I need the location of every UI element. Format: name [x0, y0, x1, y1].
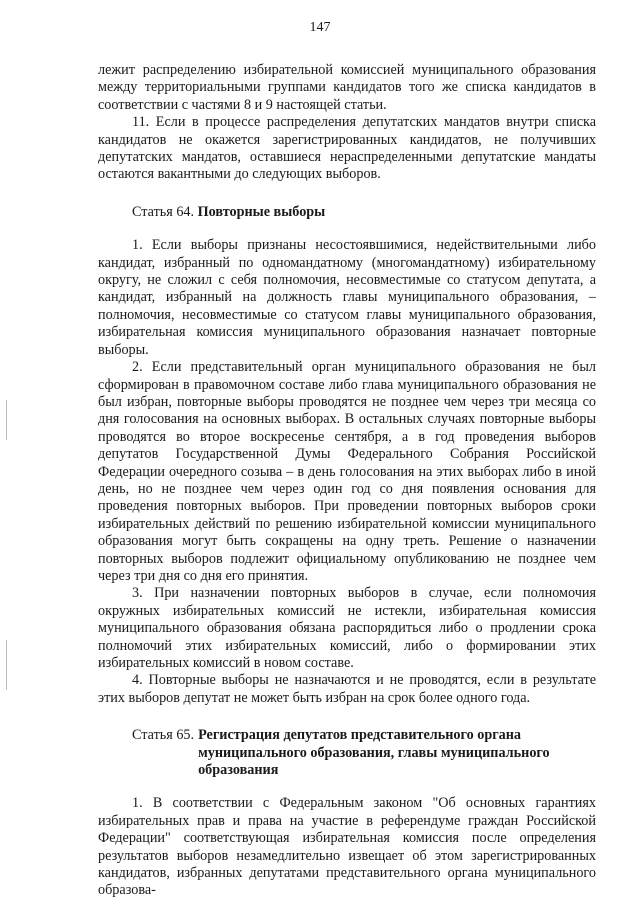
article-64-paragraph-1: 1. Если выборы признаны несостоявшимися, недействительными либо кандидат, избранный по одномандатному (многомандатному) избирательному округу, не сложил с себя полномочия, несовместимые со статусом депутата, а кандидат, избранный на должность главы муниципального образования, – полномочия, несовместимые со статусом главы муниципального образования, избирательная комиссия муниципального образования назначает повторные выборы. [98, 237, 596, 358]
article-64-title: Повторные выборы [197, 203, 326, 220]
paragraph-continuation: лежит распределению избирательной комиссией муниципального образования между территориальными группами кандидатов того же списка кандидатов в соответствии с частями 8 и 9 настоящей статьи. [98, 62, 596, 113]
article-64-paragraph-2: 2. Если представительный орган муниципального образования не был сформирован в правомочном составе либо глава муниципального образования не был избран, повторные выборы проводятся не позднее чем через три месяца со дня голосования на основных выборах. В остальных случаях повторные выборы проводятся во второе воскресенье сентября, а в год проведения выборов депутатов Государственной Думы Федерального Собрания Российской Федерации очередного созыва – в день голосования на этих выборах либо в иной день, но не позднее чем через один год со дня появления основания для проведения повторных выборов. При проведении повторных выборов сроки избирательных действий по решению избирательной комиссии муниципального образования могут быть сокращены на одну треть. Решение о назначении повторных выборов подлежит официальному опубликованию не позднее чем через три дня со дня его принятия. [98, 359, 596, 584]
article-65-title: Регистрация депутатов представительного органа муниципального образования, главы муниципального образования [198, 727, 550, 779]
article-64-paragraph-3: 3. При назначении повторных выборов в случае, если полномочия окружных избирательных комиссий не истекли, избирательная комиссия муниципального образования обязана распорядиться либо о продлении срока полномочий этих избирательных комиссий, либо о формировании этих избирательных комиссий в новом составе. [98, 585, 596, 671]
scan-edge-mark [6, 400, 7, 440]
article-64-heading [98, 204, 596, 221]
paragraph-11: 11. Если в процессе распределения депутатских мандатов внутри списка кандидатов не окажется зарегистрированных кандидатов, не получивших депутатских мандатов, оставшиеся нераспределенными депутатские мандаты остаются вакантными до следующих выборов. [98, 114, 596, 183]
page-number: 147 [309, 20, 331, 35]
article-64-lead: Статья 64. [132, 203, 195, 220]
document-body [98, 62, 596, 900]
article-65-paragraph-1: 1. В соответствии с Федеральным законом "Об основных гарантиях избирательных прав и права на участие в референдуме граждан Российской Федерации" соответствующая избирательная комиссия после определения результатов выборов незамедлительно извещает об этом зарегистрированных кандидатов, избранных депутатами представительного органа муниципального образова- [98, 795, 596, 899]
article-64-paragraph-4: 4. Повторные выборы не назначаются и не проводятся, если в результате этих выборов депутат не может быть избран на срок более одного года. [98, 672, 596, 706]
scan-edge-mark [6, 640, 7, 690]
article-65-heading [98, 727, 596, 779]
article-65-lead: Статья 65. [132, 727, 195, 744]
